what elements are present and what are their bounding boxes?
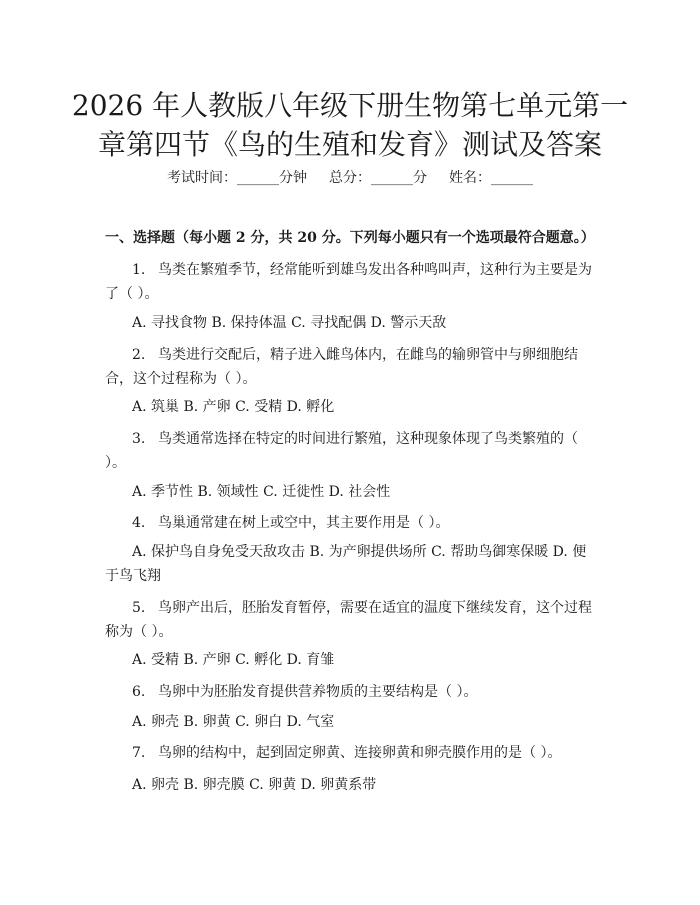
- question-number: 5.: [132, 600, 146, 616]
- exam-time-field: 考试时间：______分钟: [167, 170, 307, 186]
- question-6-options: A. 卵壳 B. 卵黄 C. 卵白 D. 气室: [132, 714, 335, 730]
- question-3-options: A. 季节性 B. 领域性 C. 迁徙性 D. 社会性: [132, 484, 391, 500]
- question-number: 7.: [132, 745, 146, 761]
- question-number: 3.: [132, 431, 146, 447]
- question-3: [105, 427, 595, 475]
- question-4: [105, 511, 595, 535]
- exam-meta: [0, 168, 700, 188]
- question-2-options: A. 筑巢 B. 产卵 C. 受精 D. 孵化: [132, 399, 335, 415]
- question-2: [105, 343, 595, 391]
- question-text: 鸟巢通常建在树上或空中，其主要作用是（ ）。: [158, 515, 450, 531]
- question-5: [105, 596, 595, 644]
- question-7: [105, 741, 595, 765]
- question-5-options: A. 受精 B. 产卵 C. 孵化 D. 育雏: [132, 652, 335, 668]
- section-heading: 一、选择题（每小题 2 分，共 20 分。下列每小题只有一个选项最符合题意。）: [105, 230, 595, 246]
- question-text: 鸟类通常选择在特定的时间进行繁殖，这种现象体现了鸟类繁殖的（ ）。: [105, 431, 578, 471]
- question-number: 6.: [132, 684, 146, 700]
- question-text: 鸟卵的结构中，起到固定卵黄、连接卵黄和卵壳膜作用的是（ ）。: [158, 745, 562, 761]
- total-score-field: 总分：______分: [329, 170, 427, 186]
- question-number: 4.: [132, 515, 146, 531]
- document-title-line-1: 2026 年人教版八年级下册生物第七单元第一: [71, 89, 629, 122]
- question-text: 鸟卵产出后，胚胎发育暂停，需要在适宜的温度下继续发育，这个过程称为（ ）。: [105, 600, 592, 640]
- document-title-line-2: 章第四节《鸟的生殖和发育》测试及答案: [97, 128, 602, 161]
- question-1: [105, 258, 595, 306]
- question-text: 鸟类进行交配后，精子进入雌鸟体内，在雌鸟的输卵管中与卵细胞结合，这个过程称为（ ）。: [105, 347, 578, 387]
- question-7-options: A. 卵壳 B. 卵壳膜 C. 卵黄 D. 卵黄系带: [132, 777, 377, 793]
- question-text: 鸟卵中为胚胎发育提供营养物质的主要结构是（ ）。: [158, 684, 478, 700]
- question-number: 2.: [132, 347, 146, 363]
- question-4-options: A. 保护鸟自身免受天敌攻击 B. 为产卵提供场所 C. 帮助鸟御寒保暖 D. 便于鸟飞翔: [105, 544, 587, 584]
- question-text: 鸟类在繁殖季节，经常能听到雄鸟发出各种鸣叫声，这种行为主要是为了（ ）。: [105, 262, 592, 302]
- question-6: [105, 680, 595, 704]
- name-field: 姓名：______: [449, 170, 533, 186]
- question-number: 1.: [132, 262, 146, 278]
- question-1-options: A. 寻找食物 B. 保持体温 C. 寻找配偶 D. 警示天敌: [132, 315, 447, 331]
